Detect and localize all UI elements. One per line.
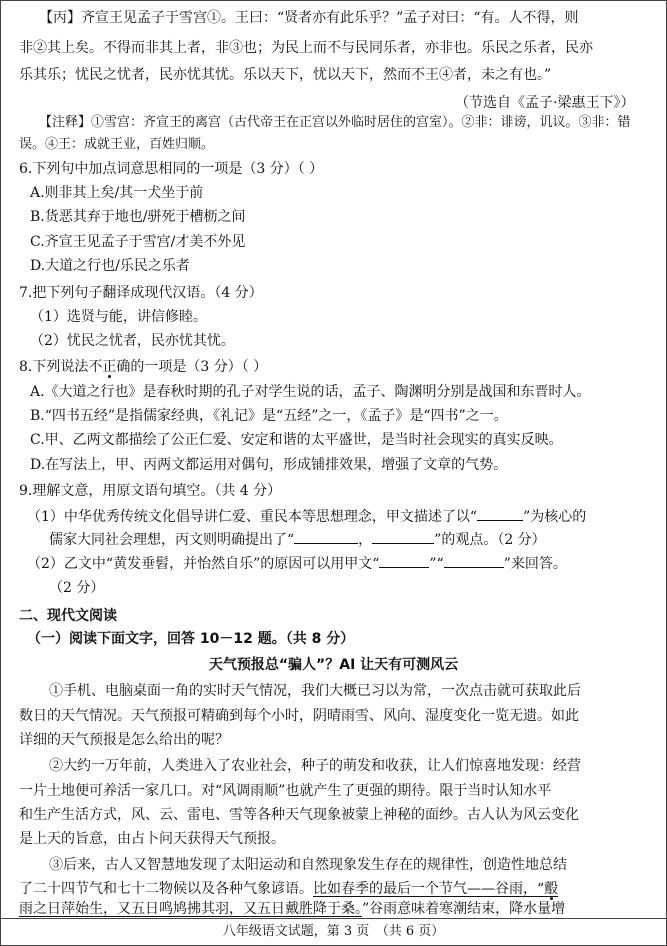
q8-option-d: D.在写法上，甲、丙两文都运用对偶句，形成铺排效果，增强了文章的气势。 — [30, 457, 508, 473]
footer-divider — [0, 918, 667, 919]
passage-c-line-3: 乐其乐；忧民之忧者，民亦忧其忧。乐以天下，忧以天下，然而不王④者，未之有也。” — [19, 67, 552, 83]
answer-blank[interactable] — [294, 530, 358, 544]
paragraph-1-line-3: 详细的天气预报是怎么给出的呢？ — [19, 732, 229, 748]
section-2-subheading: （一）阅读下面文字，回答 10－12 题。（共 8 分） — [27, 631, 355, 647]
page-footer: 八年级语文试题，第 3 页 （共 6 页） — [222, 924, 445, 939]
q9-stem: 9.理解文意，用原文语句填空。（共 4 分） — [19, 483, 282, 499]
q8-stem — [19, 357, 267, 377]
paragraph-1-line-2: 数日的天气情况。天气预报可精确到每个小时，阴晴雨雪、风向、湿度变化一览无遗。如此 — [19, 708, 579, 724]
article-title: 天气预报总“骗人”？AI 让天有可测风云 — [208, 657, 459, 673]
paragraph-3-line-3: 雨之日萍始生，又五日鸣鸠拂其羽，又五日戴胜降于桑。”谷雨意味着寒潮结束，降水量增 — [19, 901, 566, 917]
answer-blank[interactable] — [372, 530, 434, 544]
q9-part-1-line-1: （1）中华优秀传统文化倡导讲仁爱、重民本等思想理念，甲文描述了以“ ”为核心的 — [27, 509, 587, 525]
passage-c-note-line-1: 【注释】①雪宫：齐宣王的离宫（古代帝王在正宫以外临时居住的宫室）。②非：诽谤，讥议。③非：错 — [39, 115, 631, 130]
passage-c-line-2: 非②其上矣。不得而非其上者，非③也；为民上而不与民同乐者，亦非也。乐民之乐者，民亦 — [19, 40, 593, 56]
q7-sentence-1: （1）选贤与能，讲信修睦。 — [30, 309, 207, 325]
paragraph-2-line-3: 和生产生活方式，风、云、雷电、雪等各种天气现象被蒙上神秘的面纱。古人认为风云变化 — [19, 807, 579, 823]
q8-stem-post: 的一项是（3 分）（ ） — [130, 359, 268, 375]
paragraph-2-line-1: ②大约一万年前，人类进入了农业社会，种子的萌发和收获，让人们惊喜地发现：经营 — [49, 758, 581, 774]
q6-option-a: A.则非其上矣/其一犬坐于前 — [30, 185, 204, 201]
underlined-text: 雨之日萍始生，又五日鸣鸠拂其羽，又五日戴胜降于桑。 — [19, 901, 362, 917]
q8-option-a: A.《大道之行也》是春秋时期的孔子对学生说的话，孟子、陶渊明分别是战国和东晋时人。 — [30, 384, 591, 400]
paragraph-2-line-4: 是上天的旨意，由占卜问天获得天气预报。 — [19, 831, 285, 847]
q9-part-2-score: （2 分） — [49, 580, 105, 596]
q7-stem: 7.把下列句子翻译成现代汉语。（4 分） — [19, 285, 263, 301]
q7-sentence-2: （2）忧民之忧者，民亦忧其忧。 — [30, 333, 235, 349]
q8-stem-pre: 8.下列说法 — [19, 359, 89, 375]
q9-part-1-line-2: 儒家大同社会理想，丙文则明确提出了“ ， ”的观点。（2 分） — [49, 532, 546, 548]
passage-c-line-1: 【丙】齐宣王见孟子于雪宫①。王曰：“贤者亦有此乐乎？”孟子对曰：“有。人不得，则 — [39, 10, 579, 26]
q6-option-c: C.齐宣王见孟子于雪宫/才美不外见 — [30, 234, 246, 250]
section-2-heading: 二、现代文阅读 — [19, 608, 117, 624]
q9-part-2-line-1: （2）乙文中“黄发垂髫，并怡然自乐”的原因可以用甲文“ ”“ ”来回答。 — [27, 556, 567, 572]
answer-blank[interactable] — [477, 507, 523, 521]
paragraph-3-line-2: 了二十四节气和七十二物候以及各种气象谚语。比如春季的最后一个节气——谷雨，“鷇 — [19, 881, 559, 897]
q6-option-d: D.大道之行也/乐民之乐者 — [30, 258, 190, 274]
answer-blank[interactable] — [379, 554, 429, 568]
underlined-text: 比如春季的最后一个节气——谷雨，“鷇 — [313, 881, 559, 897]
q8-stem-emphasis: 不正确 — [88, 359, 131, 375]
q6-option-b: B.货恶其弃于地也/骈死于槽枥之间 — [30, 209, 246, 225]
paragraph-1-line-1: ①手机、电脑桌面一角的实时天气情况，我们大概已习以为常，一次点击就可获取此后 — [49, 683, 581, 699]
paragraph-3-line-1: ③后来，古人又智慧地发现了太阳运动和自然现象发生存在的规律性，创造性地总结 — [49, 857, 567, 873]
passage-c-source: （节选自《孟子·梁惠王下》） — [455, 95, 635, 111]
passage-c-note-line-2: 误。④王：成就王业，百姓归顺。 — [19, 137, 215, 152]
paragraph-2-line-2: 一片土地便可养活一家几口。对“风调雨顺”也就产生了更强的期待。限于当时认知水平 — [19, 783, 552, 799]
answer-blank[interactable] — [444, 554, 504, 568]
q6-stem: 6.下列句中加点词意思相同的一项是（3 分）（ ） — [19, 161, 324, 177]
q8-option-b: B.“四书五经”是指儒家经典，《礼记》是“五经”之一，《孟子》是“四书”之一。 — [30, 408, 508, 424]
q8-option-c: C.甲、乙两文都描绘了公正仁爱、安定和谐的太平盛世，是当时社会现实的真实反映。 — [30, 432, 563, 448]
